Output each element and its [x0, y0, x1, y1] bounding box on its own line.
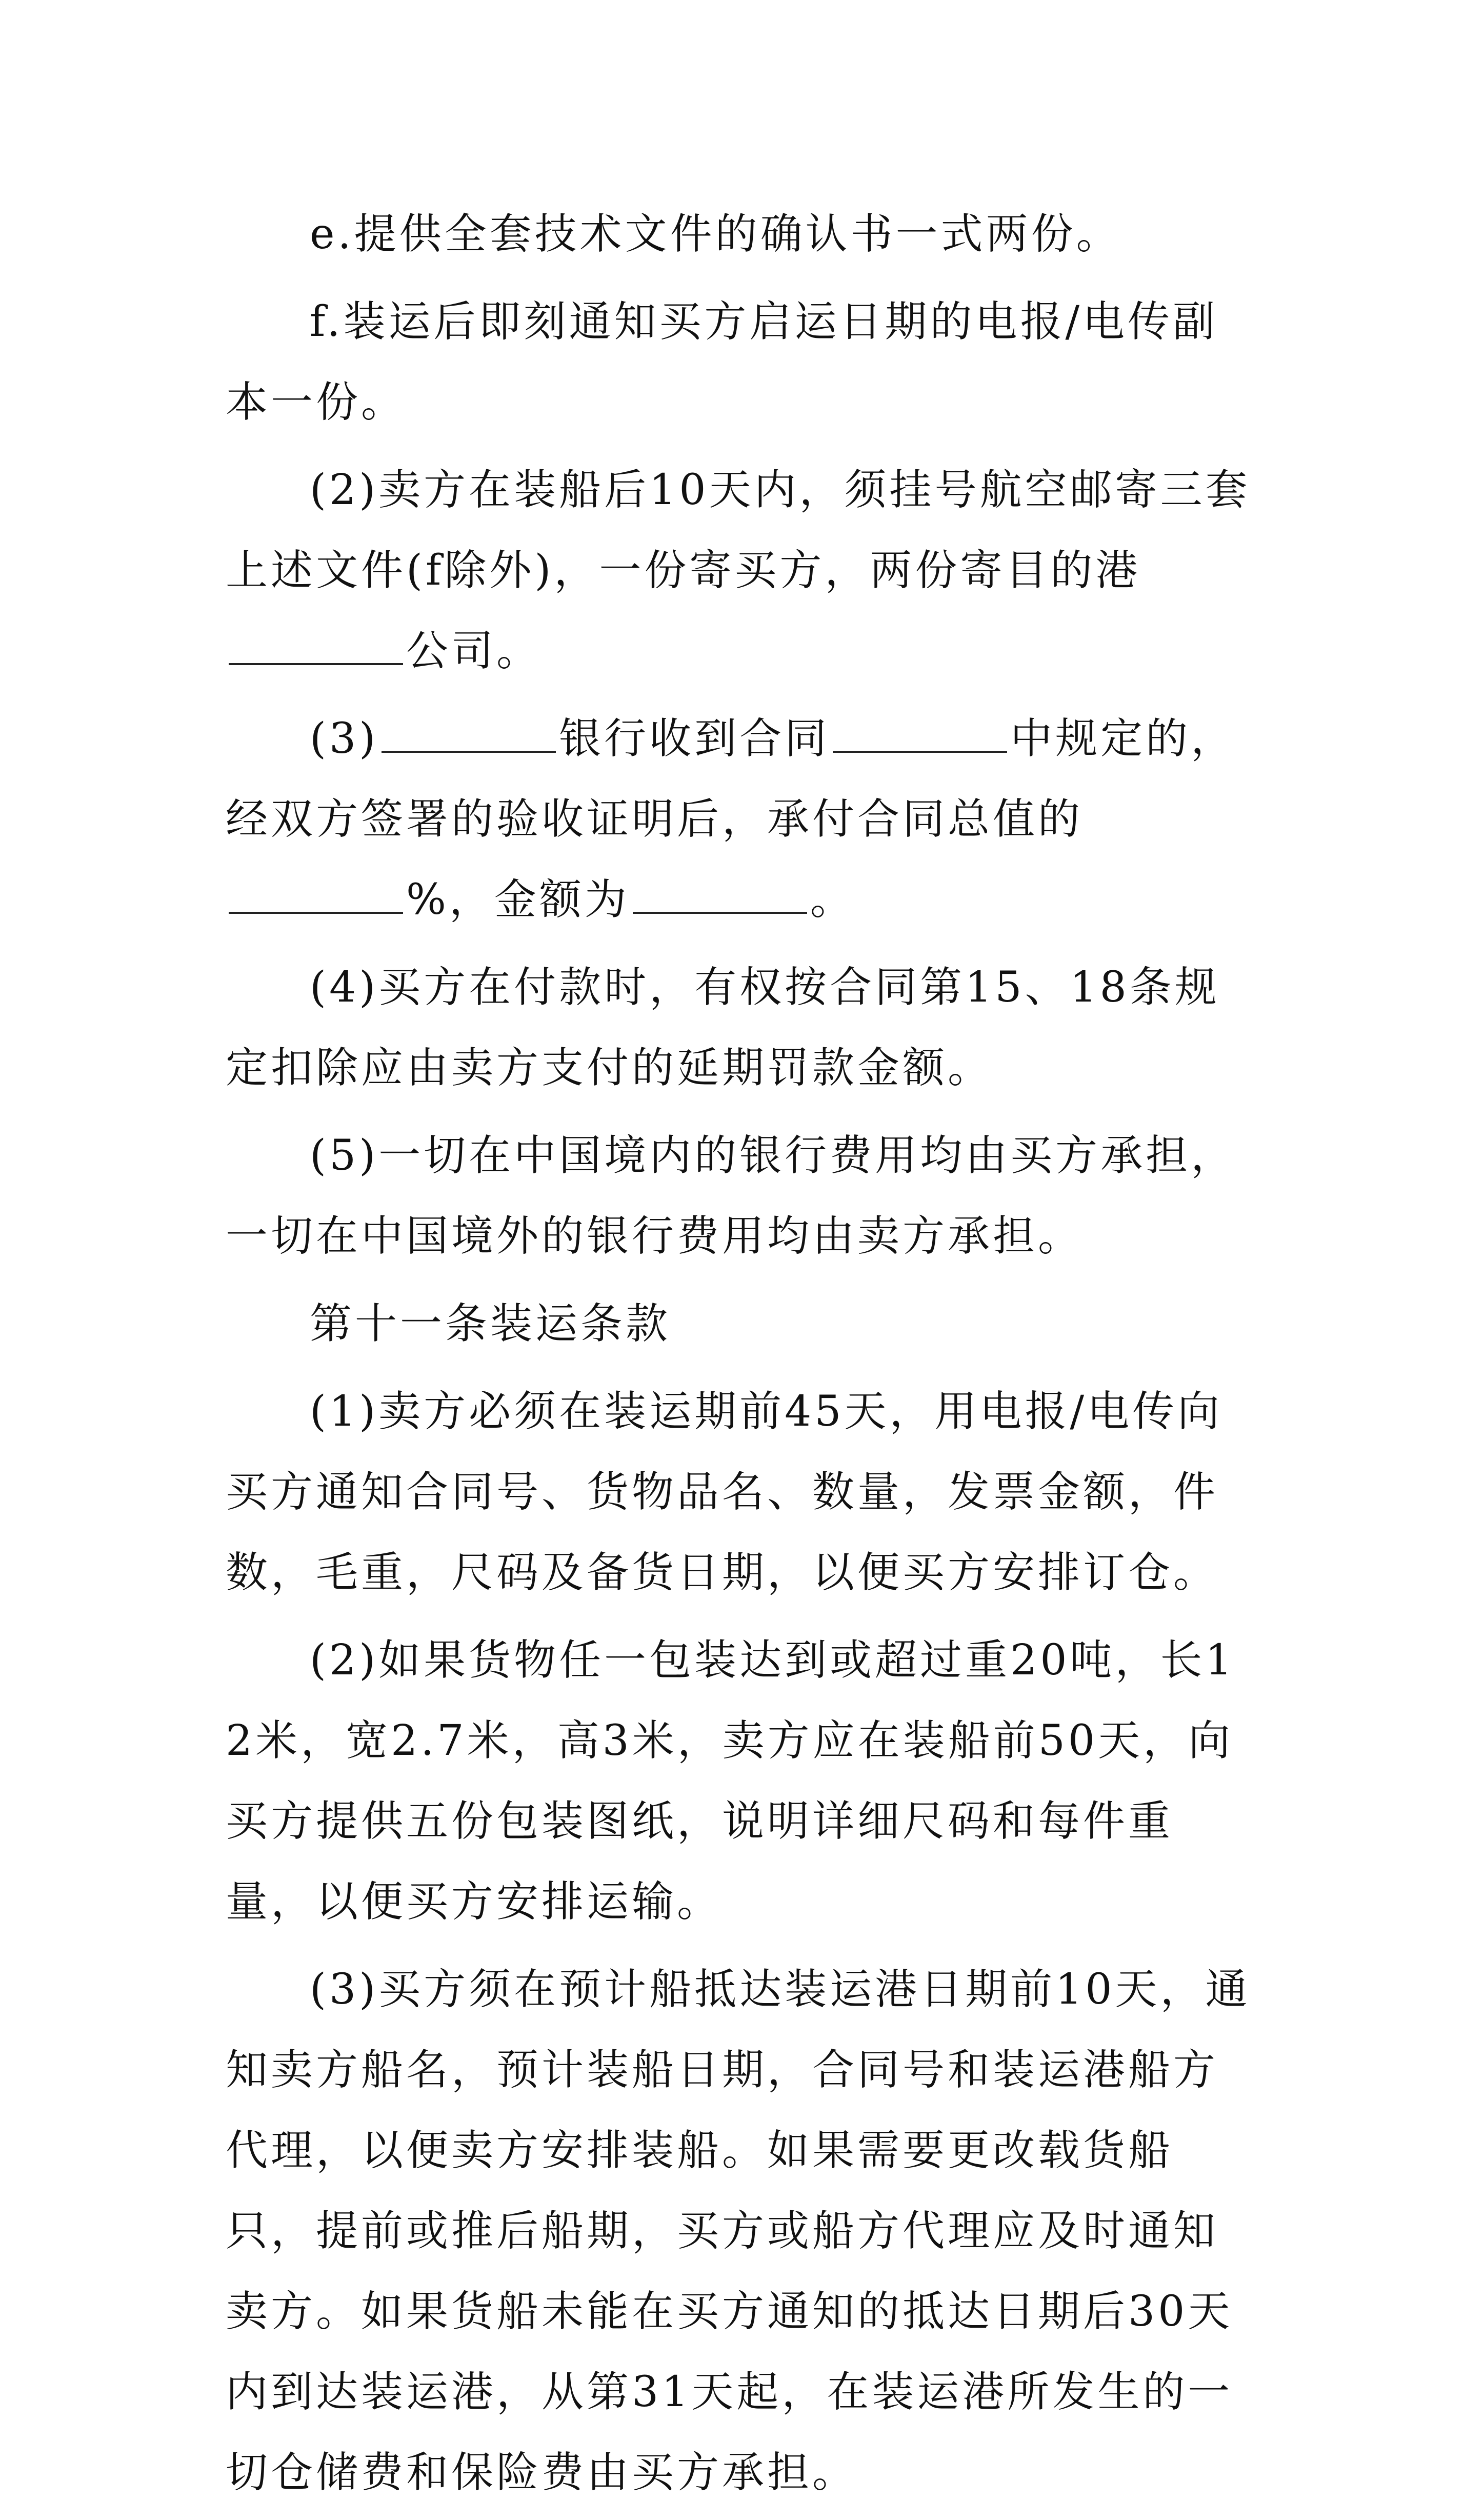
paragraph-11-1	[226, 1371, 1261, 1613]
paragraph-3	[226, 698, 1261, 940]
paragraph-11-2	[226, 1620, 1261, 1942]
paragraph-e	[226, 194, 1261, 274]
paragraph-3-text-c: 中规定的，经双方签署的验收证明后，承付合同总值的	[226, 714, 1236, 844]
paragraph-4	[226, 947, 1261, 1108]
fill-blank-amount	[633, 902, 807, 914]
paragraph-5-text: (5)一切在中国境内的银行费用均由买方承担，一切在中国境外的银行费用均由卖方承担。	[226, 1131, 1236, 1261]
paragraph-2-text-end: 公司。	[406, 627, 542, 675]
paragraph-11-1-text: (1)卖方必须在装运期前45天，用电报/电传向买方通知合同号、货物品名、数量，发票金额，件数，毛重，尺码及备货日期，以便买方安排订仓。	[226, 1387, 1223, 1597]
paragraph-3-text-d: %，金额为	[406, 875, 630, 924]
paragraph-e-text: e.提供全套技术文件的确认书一式两份。	[310, 210, 1121, 258]
document-body	[226, 194, 1261, 2520]
section-heading-text: 第十一条装运条款	[310, 1299, 671, 1348]
paragraph-3-text-a: (3)	[310, 714, 379, 763]
paragraph-3-text-e: 。	[810, 875, 855, 924]
fill-blank-destination-port	[229, 653, 403, 665]
section-heading-article-11	[226, 1284, 1261, 1364]
paragraph-f-text: f.装运后即刻通知买方启运日期的电报/电传副本一份。	[226, 297, 1218, 427]
fill-blank-percent	[229, 902, 403, 914]
fill-blank-bank	[382, 741, 556, 753]
paragraph-11-2-text: (2)如果货物任一包装达到或超过重20吨，长12米，宽2.7米，高3米，卖方应在装船前50天，向买方提供五份包装图纸，说明详细尺码和每件重量，以便买方安排运输。	[226, 1636, 1235, 1926]
paragraph-11-3	[226, 1949, 1261, 2513]
paragraph-5	[226, 1115, 1261, 1276]
paragraph-11-3-text: (3)买方须在预计船抵达装运港日期前10天，通知卖方船名，预计装船日期，合同号和装运港船方代理，以便卖方安排装船。如果需要更改载货船只，提前或推后船期，买方或船方代理应及时通知卖方。如果货船未能在买方通知的抵达日期后30天内到达装运港，从第31天起，在装运港所发生的一切仓储费和保险费由买方承担。	[226, 1965, 1251, 2497]
paragraph-2	[226, 450, 1261, 691]
paragraph-4-text: (4)买方在付款时，有权按合同第15、18条规定扣除应由卖方支付的延期罚款金额。	[226, 963, 1220, 1092]
paragraph-f	[226, 282, 1261, 443]
paragraph-3-text-b: 银行收到合同	[559, 714, 830, 763]
paragraph-2-text: (2)卖方在装船后10天内，须挂号航空邮寄三套上述文件(f除外)，一份寄买方，两份寄目的港	[226, 466, 1251, 595]
fill-blank-contract	[833, 741, 1007, 753]
